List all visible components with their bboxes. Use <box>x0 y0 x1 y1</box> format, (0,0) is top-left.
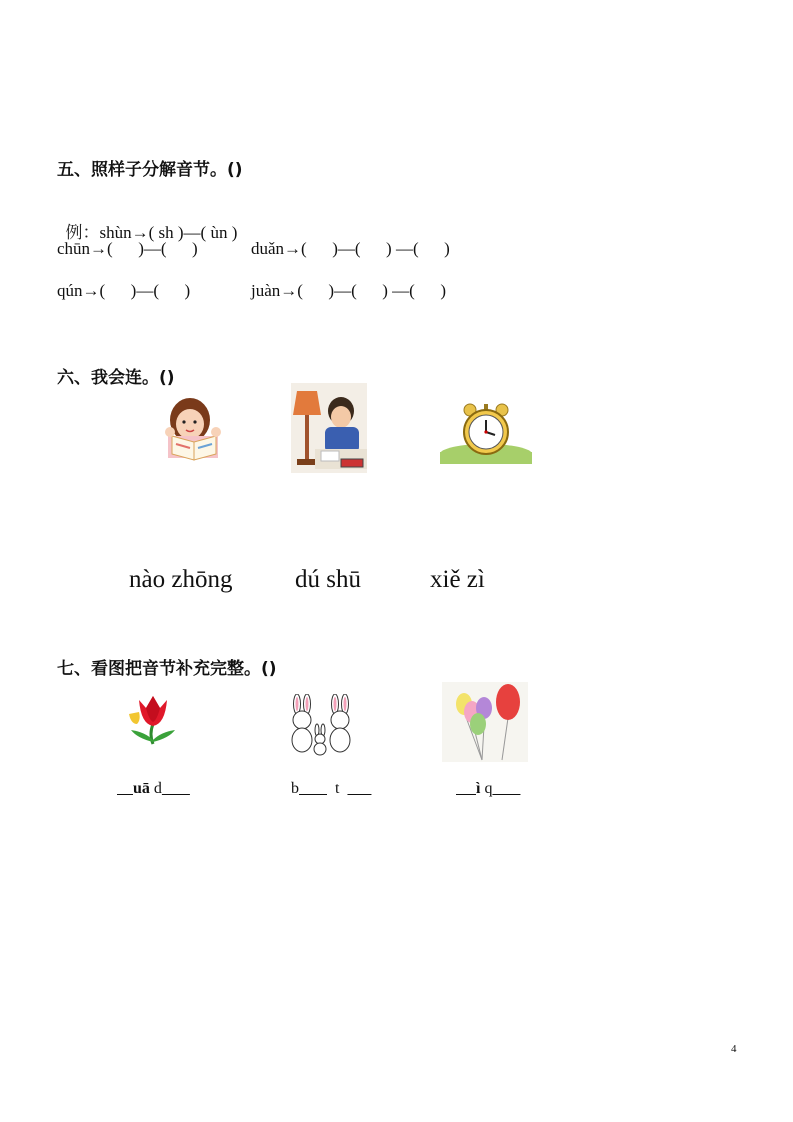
alarm-clock-picture <box>440 402 532 464</box>
fill-item-2 <box>291 780 371 798</box>
pinyin-word-1: nào zhōng <box>129 566 233 593</box>
exercise-juan: juàn→( )—( ) —( ) <box>251 281 446 300</box>
tulip-picture <box>127 690 179 746</box>
girl-reading-picture <box>160 390 226 462</box>
pinyin-word-3: xiě zì <box>430 566 485 593</box>
pinyin-word-2: dú shū <box>295 566 361 593</box>
blank[interactable] <box>347 780 371 797</box>
fill-item-3 <box>456 780 520 798</box>
fill-item-1 <box>117 780 190 798</box>
boy-writing-picture <box>291 383 367 473</box>
blank[interactable] <box>117 780 133 797</box>
given-letters: t <box>327 780 348 797</box>
exercise-duan: duǎn→( )—( ) —( ) <box>251 239 450 258</box>
given-letters: b <box>291 780 299 797</box>
section7-title: 七、看图把音节补充完整。() <box>57 659 277 679</box>
example-text: shùn→( sh )—( ùn ) <box>99 223 238 242</box>
given-letters: d <box>149 780 162 797</box>
page-number: 4 <box>731 1043 737 1055</box>
exercise-chun: chūn→( )—( ) <box>57 239 198 258</box>
balloons-picture <box>442 682 528 762</box>
section5-title: 五、照样子分解音节。() <box>57 160 243 180</box>
rabbits-picture <box>287 694 355 756</box>
example-label: 例： <box>65 223 100 243</box>
example-line <box>57 198 237 243</box>
blank[interactable] <box>492 780 520 797</box>
blank[interactable] <box>299 780 327 797</box>
given-letters: ì <box>476 780 481 797</box>
section6-title: 六、我会连。() <box>57 368 175 388</box>
exercise-qun: qún→( )—( ) <box>57 281 191 300</box>
blank[interactable] <box>456 780 476 797</box>
given-letters: uā <box>133 780 150 797</box>
given-letters: q <box>480 780 493 797</box>
blank[interactable] <box>162 780 190 797</box>
